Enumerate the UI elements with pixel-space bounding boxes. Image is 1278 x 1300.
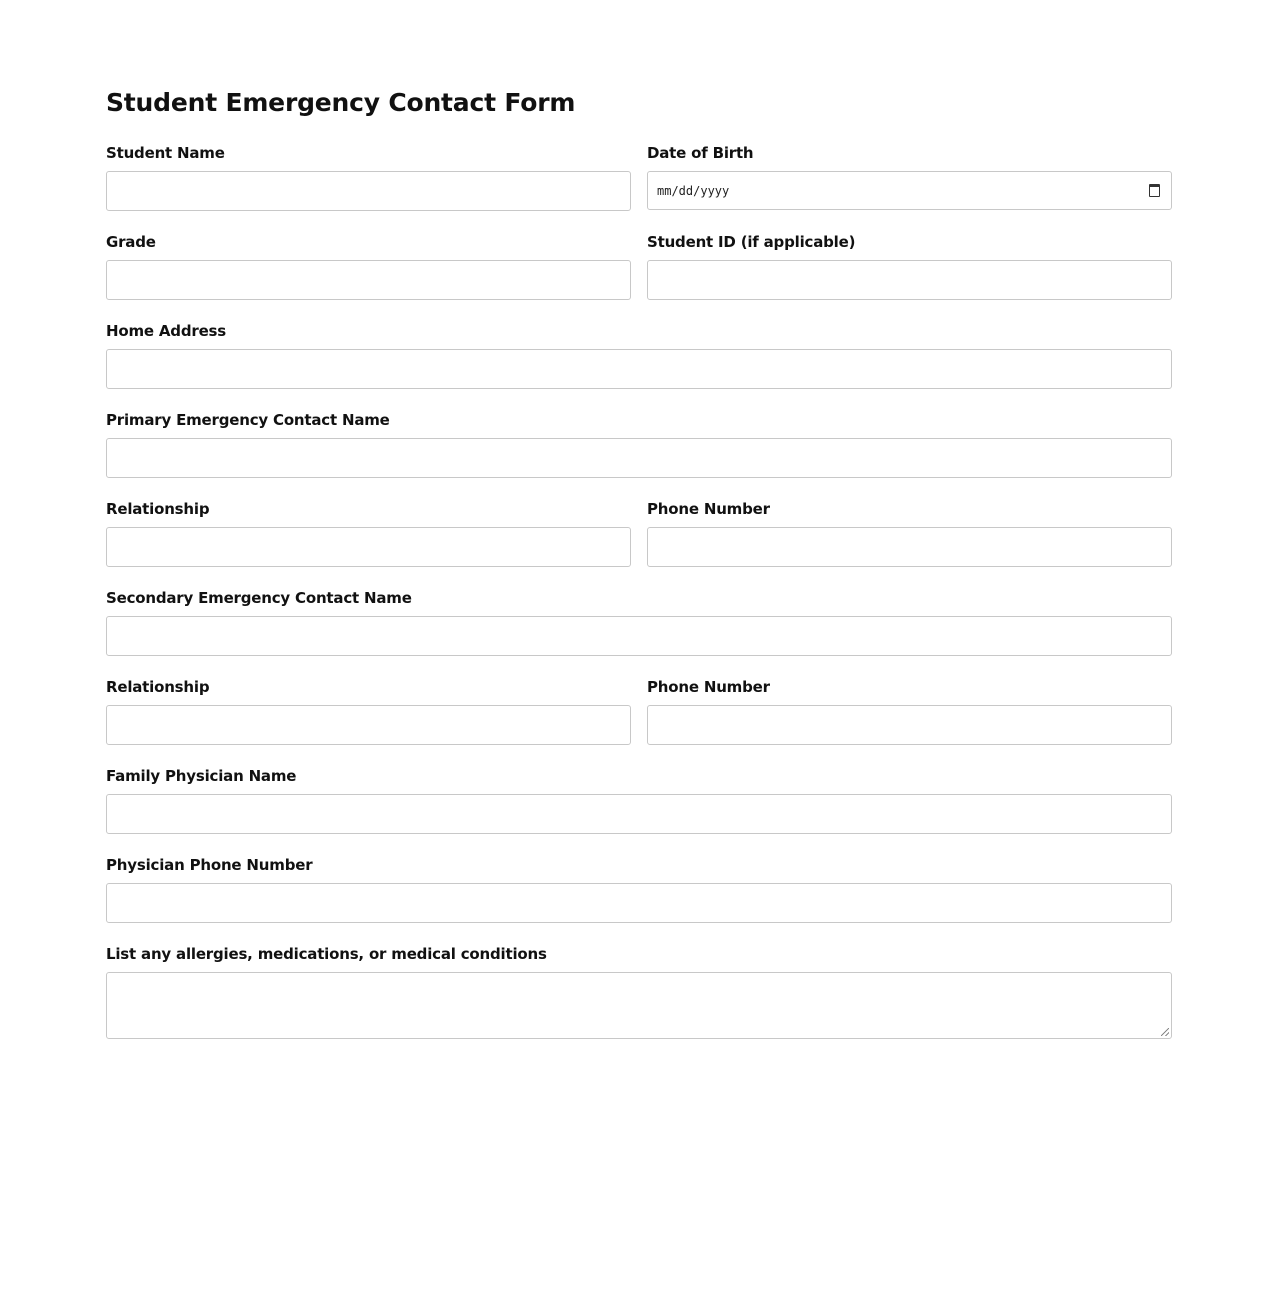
calendar-icon[interactable]: [1149, 184, 1160, 197]
medical-notes-group: [106, 946, 1172, 1040]
primary-contact-name-input[interactable]: [106, 438, 1172, 478]
primary-phone-group: [647, 501, 1172, 581]
form-row: [106, 946, 1172, 1040]
primary-relationship-label: Relationship: [106, 500, 210, 518]
form-row: [106, 145, 1172, 225]
secondary-relationship-label: Relationship: [106, 678, 210, 696]
physician-name-input[interactable]: [106, 794, 1172, 834]
date-of-birth-input[interactable]: [647, 171, 1172, 210]
form-row: [106, 412, 1172, 492]
secondary-relationship-input[interactable]: [106, 705, 631, 745]
student-name-label: Student Name: [106, 144, 225, 162]
physician-name-group: [106, 768, 1172, 848]
secondary-contact-name-label: Secondary Emergency Contact Name: [106, 589, 412, 607]
student-name-group: [106, 145, 631, 225]
secondary-relationship-group: [106, 679, 631, 759]
page-title: Student Emergency Contact Form: [106, 88, 576, 117]
resize-handle-icon[interactable]: [1161, 1028, 1169, 1036]
form-row: [106, 234, 1172, 314]
home-address-input[interactable]: [106, 349, 1172, 389]
form-row: [106, 590, 1172, 670]
form-row: [106, 768, 1172, 848]
grade-group: [106, 234, 631, 314]
secondary-phone-label: Phone Number: [647, 678, 770, 696]
physician-phone-input[interactable]: [106, 883, 1172, 923]
grade-label: Grade: [106, 233, 156, 251]
medical-notes-textarea[interactable]: [106, 972, 1172, 1039]
secondary-phone-group: [647, 679, 1172, 759]
date-placeholder: mm/dd/yyyy: [657, 183, 730, 198]
medical-notes-label: List any allergies, medications, or medical conditions: [106, 945, 547, 963]
primary-phone-label: Phone Number: [647, 500, 770, 518]
physician-name-label: Family Physician Name: [106, 767, 297, 785]
secondary-phone-input[interactable]: [647, 705, 1172, 745]
date-of-birth-label: Date of Birth: [647, 144, 754, 162]
form-row: [106, 679, 1172, 759]
primary-phone-input[interactable]: [647, 527, 1172, 567]
physician-phone-label: Physician Phone Number: [106, 856, 313, 874]
secondary-contact-name-group: [106, 590, 1172, 670]
primary-contact-name-label: Primary Emergency Contact Name: [106, 411, 390, 429]
student-name-input[interactable]: [106, 171, 631, 211]
home-address-group: [106, 323, 1172, 403]
student-id-group: [647, 234, 1172, 314]
form-row: [106, 323, 1172, 403]
form-row: [106, 857, 1172, 937]
student-id-label: Student ID (if applicable): [647, 233, 856, 251]
form-row: [106, 501, 1172, 581]
grade-input[interactable]: [106, 260, 631, 300]
physician-phone-group: [106, 857, 1172, 937]
date-of-birth-group: [647, 145, 1172, 225]
primary-contact-name-group: [106, 412, 1172, 492]
home-address-label: Home Address: [106, 322, 226, 340]
primary-relationship-input[interactable]: [106, 527, 631, 567]
primary-relationship-group: [106, 501, 631, 581]
student-id-input[interactable]: [647, 260, 1172, 300]
secondary-contact-name-input[interactable]: [106, 616, 1172, 656]
